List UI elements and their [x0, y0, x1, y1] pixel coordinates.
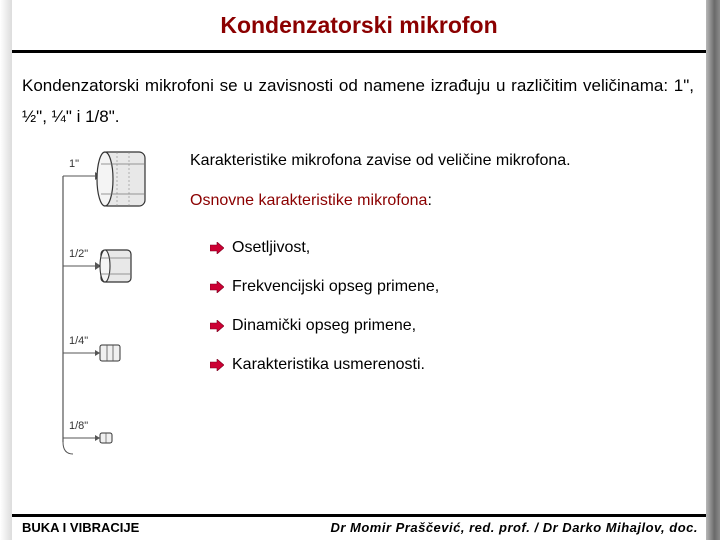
characteristics-list [210, 228, 439, 384]
arrow-bullet-icon [210, 281, 224, 293]
slide-left-edge [0, 0, 12, 540]
arrow-bullet-icon [210, 320, 224, 332]
list-item [210, 267, 439, 306]
list-item [210, 228, 439, 267]
list-item [210, 345, 439, 384]
label-quarter-inch: 1/4" [69, 335, 89, 347]
list-item-text: Dinamički opseg primene, [232, 316, 417, 334]
label-half-inch: 1/2" [69, 248, 89, 260]
list-item-text: Frekvencijski opseg primene, [232, 277, 440, 295]
label-1-inch: 1" [69, 158, 80, 170]
list-item-text: Osetljivost, [232, 238, 311, 256]
microphone-sizes-figure [55, 142, 175, 462]
footer-course-name: BUKA I VIBRACIJE [22, 520, 140, 535]
point-characteristics-depend: Karakteristike mikrofona zavise od veličine mikrofona. [190, 152, 571, 169]
arrow-bullet-icon [210, 242, 224, 254]
intro-paragraph: Kondenzatorski mikrofoni se u zavisnosti od namene izrađuju u različitim veličinama: 1", ½", ¼" i 1/8". [22, 76, 694, 126]
slide-right-shadow [706, 0, 720, 540]
label-eighth-inch: 1/8" [69, 420, 89, 432]
heading-colon: : [427, 192, 432, 209]
point-basic-characteristics [190, 192, 432, 210]
footer-authors: Dr Momir Praščević, red. prof. / Dr Darko Mihajlov, doc. [330, 520, 698, 535]
list-item [210, 306, 439, 345]
basic-characteristics-heading: Osnovne karakteristike mikrofona [190, 192, 428, 209]
title-bar [12, 0, 706, 53]
footer-divider [12, 514, 706, 517]
list-item-text: Karakteristika usmerenosti. [232, 355, 425, 373]
arrow-bullet-icon [210, 359, 224, 371]
slide-title: Kondenzatorski mikrofon [220, 12, 498, 38]
